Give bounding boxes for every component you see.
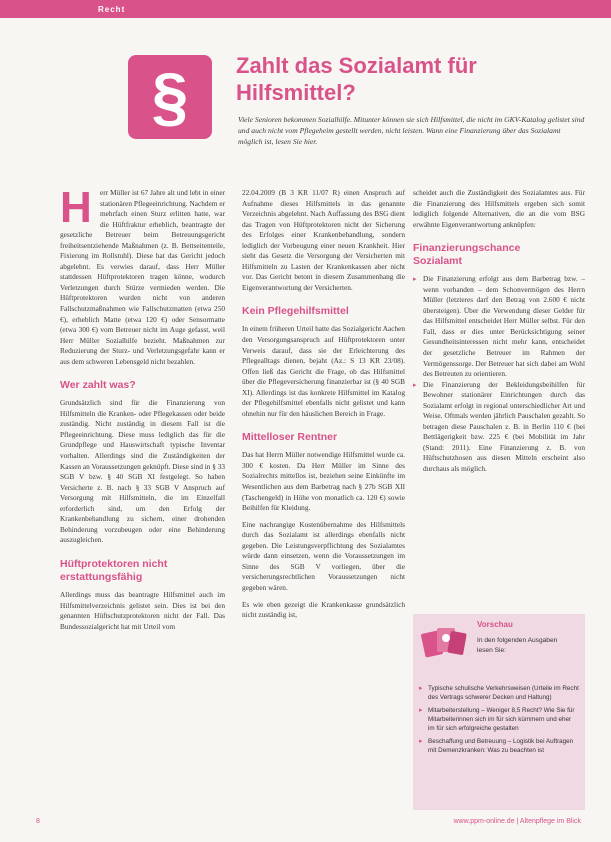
article-title: Zahlt das Sozialamt für Hilfsmittel? [236,53,477,105]
drop-cap: H [60,183,92,232]
subheading: Kein Pflegehilfsmittel [242,305,349,318]
section-band [0,0,611,18]
bullet-item: ▸ Die Finanzierung der Bekleidungsbeihilfen für Bewohner stationärer Einrichtungen durch das Sozialamt erfolgt in regional unterschiedlicher Art und Weise. Oftmals werden jährlich Pauschalen gezahlt. So betragen diese Pauschalen z. B. in Berlin 110 € (bei Bettlägerigkeit bzw. 225 € (bei Mobilität im Jahr (Stand: 2011). Eine Finanzierung z. B. von Hüftschutzhosen aus diesen Mitteln erscheint also durchaus als möglich. [413,380,585,475]
column-3 [413,188,585,475]
paragraph: 22.04.2009 (B 3 KR 11/07 R) einen Anspruch auf Aufnahme dieses Hilfsmittels in das genannte Verzeichnis abgelehnt. Nach Auffassung des BSG dient das Tragen von Hüftprotektoren nicht der Sicherung des Erfolges einer Krankenbehandlung, sondern lediglich der Vorbeugung einer neuen Krankheit. Hier sieht das Gesetz die Versorgung der Versicherten mit Hilfsmitteln zu Lasten der Krankenkassen aber nicht vor. Das Gericht betont in diesem Zusammenhang die Eigenverantwortung der Versicherten. [242,188,405,292]
bullet-item: ▸ Die Finanzierung erfolgt aus dem Barbetrag bzw. – wenn vorhanden – dem Schonvermögen des Herrn Müller (letzteres darf den Betrag von 2.600 € nicht übersteigen). Über die Verwendung dieser Gelder für das Hilfsmittel entscheidet Herr Müller selbst. Für den Fall, dass er dies unter Berücksichtigung seiner Gesundheitsinteressen nicht mehr kann, entscheidet der gesetzliche Betreuer im Rahmen der Vermögenssorge. Der Betreuer hat sich dabei am Wohl des Betreuten zu orientieren. [413,274,585,379]
subheading: Mittelloser Rentner [242,431,338,444]
subheading: Wer zahlt was? [60,379,136,392]
column-2 [242,188,405,621]
paragraph: Grundsätzlich sind für die Finanzierung von Hilfsmitteln die Kranken- oder Pflegekassen oder beide zuständig. Nicht zuständig in diesem Fall ist die Pflegeeinrichtung. Diese muss lediglich das für die Grundpflege und Hauswirtschaft typische Inventar vorhalten. Allerdings sind die Zuständigkeiten der Kassen an Voraussetzungen geknüpft. Diese sind in § 33 SGB V bzw. § 40 SGB XI festgelegt. So haben Versicherte z. B. nach § 33 SGB V Anspruch auf Versorgung mit Hilfsmitteln, die im Einzelfall erforderlich sind, um den Erfolg der Krankenbehandlung zu sichern, einer drohenden Behinderung vorzubeugen oder eine Behinderung auszugleichen. [60,398,225,545]
preview-list [419,684,579,759]
subheading: Finanzierungschance Sozialamt [413,242,521,268]
preview-title: Vorschau [477,620,513,629]
list-item: ▸ Typische schulische Verkehrsweisen (Urteile im Recht des Vertrags schwerer Decken und Haltung) [419,684,579,702]
article-intro: Viele Senioren bekommen Sozialhilfe. Mitunter können sie sich Hilfsmittel, die nicht im GKV-Katalog gelistet sind und auch nicht vom Pflegeheim gestellt werden, nicht leisten. Wann eine Finanzierung über das Sozialamt möglich ist, lesen Sie hier. [238,115,585,146]
list-item: ▸ Beschaffung und Betreuung – Logistik bei Auftragen mit Demenzkranken: Was zu beachten ist [419,737,579,755]
footer-url[interactable]: www.ppm-online.de | Altenpflege im Blick [453,818,581,825]
paragraph: Eine nachrangige Kostenübernahme des Hilfsmittels durch das Sozialamt ist allerdings ebenfalls nicht gegeben. Die Leistungsverpflichtung des Sozialamtes würde dann einsetzen, wenn die Voraussetzungen im Sinne des SGB V vorliegen, über die versicherungsrechtlichen Voraussetzungen nicht gegeben wären. [242,519,405,592]
paragraph: In einem früheren Urteil hatte das Sozialgericht Aachen den Versorgungsanspruch auf Hüftprotektoren unter Verweis darauf, dass sie der Erleichterung des Pflegealltags dienen, bejaht (Az.: S 13 KR 23/08). Offen ließ das Gericht die Frage, ob das Hilfsmittel über die Pflegeversicherung finanzierbar ist (§ 40 SGB XI). Allerdings ist das konkrete Hilfsmittel im Katalog der Pflegehilfsmittel ebenfalls nicht gelistet und kann ohnehin nur für den häuslichen Bereich in Frage. [242,324,405,418]
section-label: Recht [98,5,126,14]
paragraph: Es wie eben gezeigt die Krankenkasse grundsätzlich nicht zuständig ist, [242,599,405,620]
subheading: Hüftprotektoren nicht erstattungsfähig [60,557,168,583]
svg-text:§: § [151,61,189,133]
paragraph: Allerdings muss das beantragte Hilfsmittel auch im Hilfsmittelverzeichnis gelistet sein. Dies ist bei den genannten Hüftschutzprotektoren nicht der Fall. Das Bundessozialgericht hat mit Urteil vom [60,589,225,631]
preview-text: In den folgenden Ausgaben lesen Sie: [477,637,558,654]
list-item: ▸ Mitarbeiterstellung – Weniger 8,5 Recht? Wie Sie für Mitarbeiterinnen sich im für sich kümmern und eher im für sich erfolgreiche gestalten [419,706,579,733]
paragraph: scheidet auch die Zuständigkeit des Sozialamtes aus. Für die Finanzierung des Hilfsmittels ergeben sich somit lediglich folgende Alternativen, die an die vom BSG erwähnte Eigenverantwortung anknüpfen: [413,188,585,229]
preview-box [413,614,585,810]
paragraph: H err Müller ist 67 Jahre alt und lebt in einer stationären Pflegeeinrichtung. Nachdem er mehrfach einen Sturz erlitten hatte, war die Hüftfraktur erheblich, beantragte der gesetzliche Betreuer beim Betreuungsgericht freiheitsentziehende Maßnahmen (z. B. Bettseitenteile, Fixierung im Rollstuhl). Diese hat das Gericht jedoch abgelehnt. Es verwies darauf, dass Herr Müller stattdessen Hüftprotektoren tragen könne, wodurch Verletzungen durch Stürze vermieden werden. Die Hüftprotektoren wurden nicht von anderen Fallschutzmaßnahmen wie Fallschutzmatten (etwa 250 €), erheblich Matte (etwa 120 €) oder Sensormatte (etwa 300 €) vom Betreuer nicht im Auge gefasst, weil Herr Müller Sozialhilfe bezieht. Maßnahmen zur Reduzierung der Sturz- und Verletzungsgefahr kann er aus dem schweren Lebensgeld nicht bezahlen. [60,183,225,366]
page-number: 8 [36,818,40,825]
column-1 [60,183,225,632]
paragraph: Das hat Herrn Müller notwendige Hilfsmittel wurde ca. 300 € kosten. Da Herr Müller im Sinne des Sozialrechts mittellos ist, beziehen seine Einkünfte im Wesentlichen aus dem Barbetrag nach § 27b SGB XII (Taschengeld) in Höhe von monatlich ca. 120 €) sowie Beihilfen für Kleidung. [242,450,405,513]
paragraph-icon [128,55,212,139]
magazine-stack-icon [419,622,467,662]
